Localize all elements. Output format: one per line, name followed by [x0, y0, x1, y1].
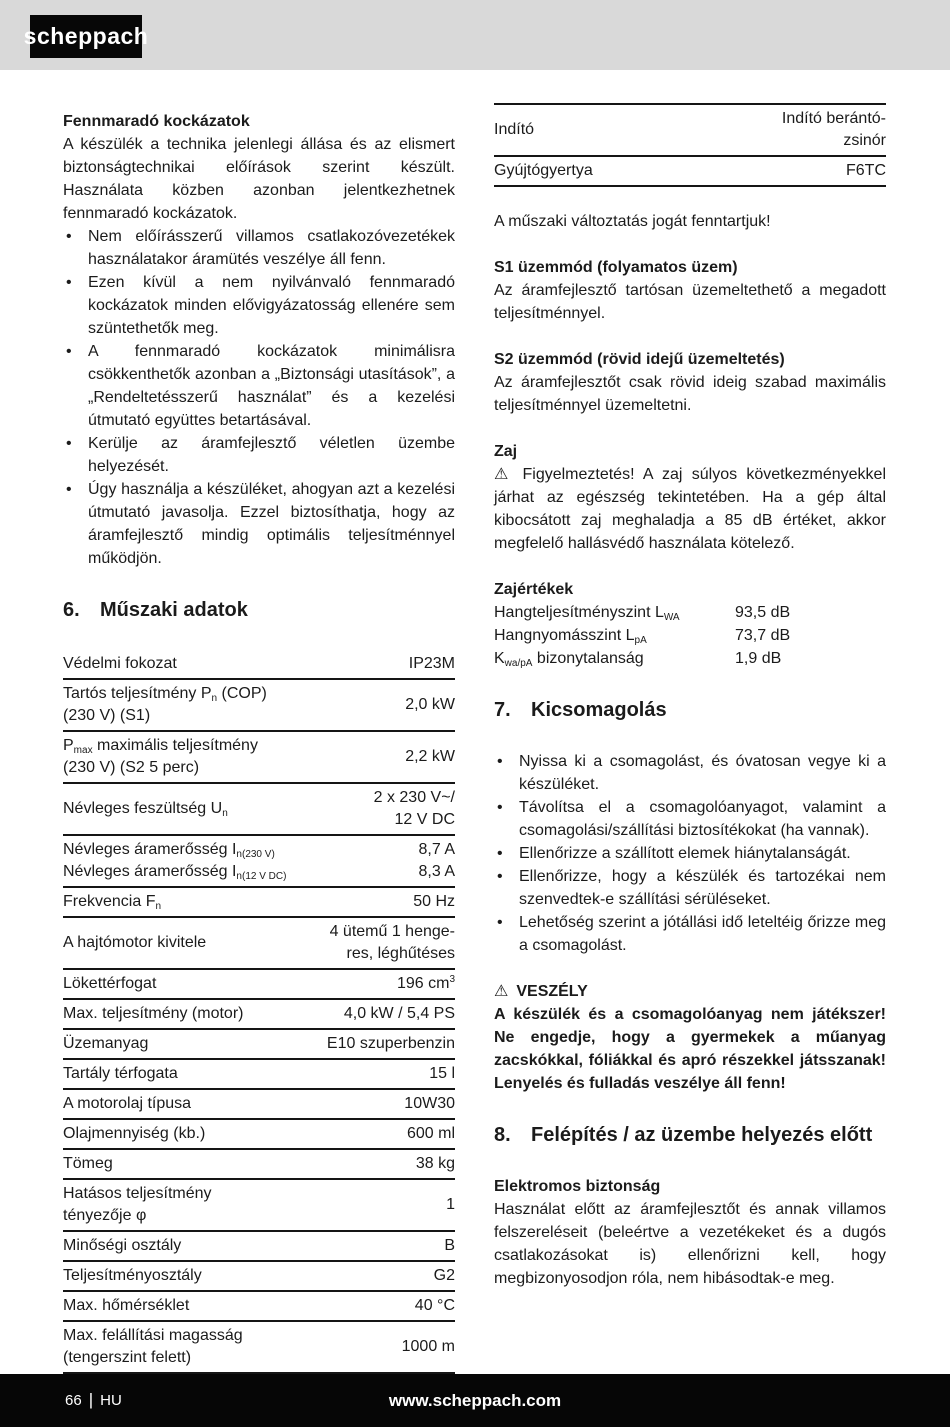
row-label: Lökettérfogat	[63, 975, 157, 992]
list-item-text: Nyissa ki a csomagolást, és óvatosan vegye ki a készüléket.	[519, 753, 886, 793]
noise-values-table	[494, 601, 886, 670]
list-item	[494, 911, 886, 957]
section-7-heading	[494, 697, 886, 723]
row-value: 4,0 kW / 5,4 PS	[343, 1005, 455, 1022]
table-row	[63, 836, 455, 888]
list-item-text: Ellenőrizze a szállított elemek hiánytalanságát.	[519, 845, 851, 862]
row-label: Tartály térfogata	[63, 1065, 178, 1082]
s1-mode-heading: S1 üzemmód (folyamatos üzem)	[494, 259, 738, 276]
row-value: IP23M	[408, 655, 455, 672]
list-item	[494, 750, 886, 796]
list-item-text: Ellenőrizze, hogy a készülék és tartozékai nem szenvedtek-e szállítási sérüléseket.	[519, 868, 886, 908]
footer-website: www.scheppach.com	[388, 1390, 562, 1410]
bullet-marker: •	[66, 481, 72, 498]
row-label: Üzemanyag	[63, 1035, 149, 1052]
column-right	[494, 70, 886, 1374]
section-title: Felépítés / az üzembe helyezés előtt	[531, 1124, 873, 1146]
table-row	[63, 1150, 455, 1180]
table-row	[63, 1030, 455, 1060]
danger-heading-text: VESZÉLY	[516, 983, 588, 1000]
list-item	[63, 340, 455, 432]
list-item	[63, 432, 455, 478]
page-content	[0, 70, 950, 1374]
list-item	[494, 865, 886, 911]
unpacking-list	[494, 750, 886, 957]
noise-value-amount: 93,5 dB	[735, 604, 791, 621]
row-value: 4 ütemű 1 henge- res, léghűtéses	[329, 923, 455, 962]
row-label: Max. hőmérséklet	[63, 1297, 190, 1314]
section-number: 7.	[494, 699, 511, 721]
bullet-marker: •	[66, 435, 72, 452]
section-number: 6.	[63, 599, 80, 621]
bullet-marker: •	[497, 753, 503, 770]
row-value: 1000 m	[401, 1338, 455, 1355]
footer-page-number: 66	[65, 1392, 82, 1409]
residual-risks-intro: A készülék a technika jelenlegi állása és az elismert biztonságtechnikai előírások szerint készült. Használata közben azonban jelentkezhetnek fennmaradó kockázatok.	[63, 136, 455, 222]
table-row	[63, 784, 455, 836]
danger-heading	[494, 980, 886, 1003]
s2-mode-heading: S2 üzemmód (rövid idejű üzemeltetés)	[494, 351, 785, 368]
list-item	[63, 478, 455, 570]
row-label: Névleges áramerősség $I_{n(230 V)}$ Névleges áramerősség $I_{n(12 V DC)}$	[63, 841, 287, 882]
row-value: 2,2 kW	[405, 748, 455, 765]
row-label: $P_{max}$ maximális teljesítmény (230 V) (S2 5 perc)	[63, 737, 258, 776]
noise-value-row	[494, 601, 886, 624]
row-value: 1	[446, 1196, 455, 1213]
row-label: Olajmennyiség (kb.)	[63, 1125, 206, 1142]
bullet-marker: •	[497, 799, 503, 816]
table-row	[63, 1322, 455, 1374]
list-item	[494, 842, 886, 865]
noise-values-heading: Zajértékek	[494, 581, 574, 598]
list-item	[63, 225, 455, 271]
footer-page-info	[65, 1391, 122, 1411]
noise-value-amount: 1,9 dB	[735, 650, 782, 667]
noise-heading: Zaj	[494, 443, 518, 460]
row-label: Gyújtógyertya	[494, 162, 593, 179]
electrical-safety-heading: Elektromos biztonság	[494, 1178, 661, 1195]
table-row	[63, 1232, 455, 1262]
list-item-text: Úgy használja a készüléket, ahogyan azt a kezelési útmutató javasolja. Ezzel biztosíthatja, hogy az áramfejlesztő mindig optimális teljesítménnyel működjön.	[88, 481, 455, 567]
noise-value-label: Hangnyomásszint $L_{pA}$	[494, 627, 647, 646]
row-label: Indító	[494, 121, 535, 138]
list-item	[494, 796, 886, 842]
logo-text: scheppach	[23, 23, 149, 49]
noise-warning-paragraph	[494, 463, 886, 555]
row-label: Minőségi osztály	[63, 1237, 182, 1254]
s1-mode-body: Az áramfejlesztő tartósan üzemeltethető a megadott teljesítménnyel.	[494, 282, 886, 322]
list-item-text: A fennmaradó kockázatok minimálisra csökkenthetők azonban a „Biztonsági utasítások”, a „Rendeltetésszerű használat” és a kezelési útmutató együttes betartásával.	[88, 343, 455, 429]
noise-value-row	[494, 624, 886, 647]
table-row	[494, 157, 886, 187]
column-left	[63, 70, 455, 1374]
table-row	[63, 1262, 455, 1292]
row-label: A hajtómotor kivitele	[63, 934, 207, 951]
section-title: Kicsomagolás	[531, 699, 667, 721]
bullet-marker: •	[66, 274, 72, 291]
row-value: G2	[433, 1267, 455, 1284]
row-label: Tömeg	[63, 1155, 113, 1172]
table-row	[63, 1060, 455, 1090]
technical-data-table-continued	[494, 103, 886, 187]
footer-separator: |	[88, 1389, 94, 1409]
table-row	[63, 732, 455, 784]
noise-value-row	[494, 647, 886, 670]
row-value: 15 l	[429, 1065, 455, 1082]
noise-value-amount: 73,7 dB	[735, 627, 791, 644]
row-value: 10W30	[404, 1095, 455, 1112]
bullet-marker: •	[66, 343, 72, 360]
noise-value-label: $K_{wa/pA}$ bizonytalanság	[494, 650, 644, 669]
row-label: Tartós teljesítmény $P_n$ (COP) (230 V) (S1)	[63, 685, 267, 724]
noise-warning-text: Figyelmeztetés! A zaj súlyos következményekkel járhat az egészség tekintetében. Ha a gép által kibocsátott zaj meghaladja a 85 dB értéket, akkor megfelelő hallásvédő használata kötelező.	[494, 466, 886, 552]
row-value: 38 kg	[415, 1155, 455, 1172]
electrical-safety-body: Használat előtt az áramfejlesztőt és annak villamos felszereléseit (beleértve a vezetékeket és a dugós csatlakozásokat is) ellenőrizni kell, hogy megbizonyosodjon róla, nem hibásodtak-e meg.	[494, 1201, 886, 1287]
row-label: Védelmi fokozat	[63, 655, 177, 672]
row-value: 196 $cm^3$	[396, 974, 455, 992]
table-row	[63, 1000, 455, 1030]
row-value: 2 x 230 V~/ 12 V DC	[373, 789, 455, 828]
technical-changes-note: A műszaki változtatás jogát fenntartjuk!	[494, 213, 771, 230]
list-item-text: Lehetőség szerint a jótállási idő leteltéig őrizze meg a csomagolást.	[519, 914, 886, 954]
table-row	[63, 970, 455, 1000]
row-value: F6TC	[846, 162, 886, 179]
row-value: B	[444, 1237, 455, 1254]
row-value: Indító berántó- zsinór	[781, 110, 886, 149]
residual-risks-list	[63, 225, 455, 570]
row-label: Max. teljesítmény (motor)	[63, 1005, 244, 1022]
technical-data-table	[63, 650, 455, 1374]
row-label: A motorolaj típusa	[63, 1095, 192, 1112]
row-value: E10 szuperbenzin	[326, 1035, 455, 1052]
row-value: 600 ml	[406, 1125, 455, 1142]
section-6-heading	[63, 597, 455, 623]
list-item-text: Nem előírásszerű villamos csatlakozóvezetékek használatakor áramütés veszélye áll fenn.	[88, 228, 455, 268]
row-label: Névleges feszültség $U_n$	[63, 800, 228, 819]
section-8-heading	[494, 1122, 886, 1148]
row-label: Teljesítményosztály	[63, 1267, 202, 1284]
row-value: 40 °C	[414, 1297, 455, 1314]
warning-triangle-icon: ⚠	[494, 983, 509, 1000]
table-row	[63, 1180, 455, 1232]
list-item	[63, 271, 455, 340]
footer-language: HU	[100, 1392, 122, 1409]
row-label: Max. felállítási magasság (tengerszint felett)	[63, 1327, 243, 1366]
section-title: Műszaki adatok	[100, 599, 248, 621]
row-value: 8,7 A 8,3 A	[418, 841, 455, 880]
bullet-marker: •	[66, 228, 72, 245]
list-item-text: Kerülje az áramfejlesztő véletlen üzembe helyezését.	[88, 435, 455, 475]
scheppach-logo	[23, 15, 149, 58]
bullet-marker: •	[497, 868, 503, 885]
table-row	[63, 888, 455, 918]
table-row	[494, 105, 886, 157]
warning-triangle-icon: ⚠	[494, 466, 514, 483]
table-row	[63, 1090, 455, 1120]
row-label: Frekvencia $F_n$	[63, 893, 162, 912]
bullet-marker: •	[497, 845, 503, 862]
table-row	[63, 650, 455, 680]
noise-value-label: Hangteljesítményszint $L_{WA}$	[494, 604, 680, 623]
row-value: 50 Hz	[413, 893, 455, 910]
table-row	[63, 1120, 455, 1150]
bullet-marker: •	[497, 914, 503, 931]
list-item-text: Távolítsa el a csomagolóanyagot, valamint a csomagolási/szállítási biztosítékokat (ha vannak).	[519, 799, 886, 839]
footer-bar	[0, 1374, 950, 1427]
table-row	[63, 1292, 455, 1322]
table-row	[63, 680, 455, 732]
table-row	[63, 918, 455, 970]
residual-risks-heading: Fennmaradó kockázatok	[63, 113, 250, 130]
row-label: Hatásos teljesítmény tényezője φ	[63, 1185, 212, 1224]
section-number: 8.	[494, 1124, 511, 1146]
danger-body: A készülék és a csomagolóanyag nem játékszer! Ne engedje, hogy a gyermekek a műanyag zacskókkal, fóliákkal és apró részekkel játsszanak! Lenyelés és fulladás veszélye áll fenn!	[494, 1006, 886, 1092]
s2-mode-body: Az áramfejlesztőt csak rövid ideig szabad maximális teljesítménnyel üzemeltetni.	[494, 374, 886, 414]
row-value: 2,0 kW	[405, 696, 455, 713]
list-item-text: Ezen kívül a nem nyilvánvaló fennmaradó kockázatok minden elővigyázatosság ellenére sem szüntethetők meg.	[88, 274, 455, 337]
